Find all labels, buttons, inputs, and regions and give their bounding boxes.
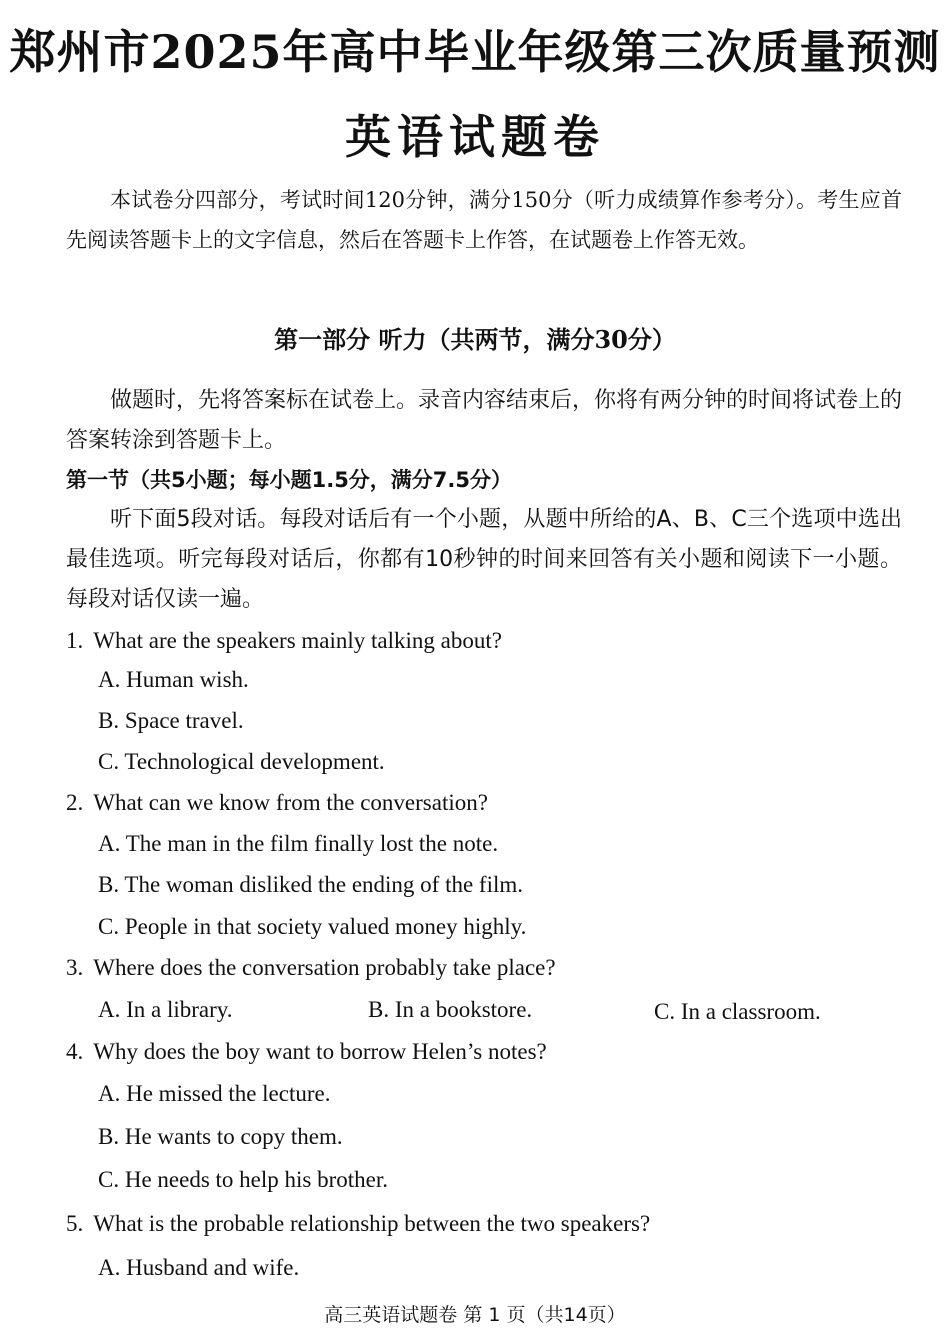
q5-option-a: A. Husband and wife.	[98, 1255, 300, 1280]
exam-instructions: 本试卷分四部分，考试时间120分钟，满分150分（听力成绩算作参考分）。考生应首先阅读答题卡上的文字信息，然后在答题卡上作答，在试题卷上作答无效。	[66, 188, 902, 252]
question-text: What can we know from the conversation?	[93, 790, 488, 815]
q4-option-a: A. He missed the lecture.	[98, 1081, 331, 1106]
question-1	[66, 625, 906, 657]
question-text: What is the probable relationship between the two speakers?	[93, 1211, 651, 1236]
section1-instructions: 听下面5段对话。每段对话后有一个小题，从题中所给的A、B、C三个选项中选出最佳选项。听完每段对话后，你都有10秒钟的时间来回答有关小题和阅读下一小题。每段对话仅读一遍。	[66, 507, 902, 612]
q3-option-a: A. In a library.	[98, 997, 233, 1022]
exam-title: 郑州市2025年高中毕业年级第三次质量预测	[9, 25, 941, 79]
q1-option-c: C. Technological development.	[98, 749, 385, 774]
question-number: 2.	[66, 790, 84, 815]
question-number: 5.	[66, 1211, 84, 1236]
q1-option-a: A. Human wish.	[98, 667, 249, 692]
part1-heading: 第一部分 听力（共两节，满分30分）	[274, 325, 676, 354]
question-2	[66, 787, 906, 819]
question-number: 1.	[66, 628, 84, 653]
question-4	[66, 1036, 906, 1068]
q2-option-c: C. People in that society valued money highly.	[98, 914, 527, 939]
exam-subtitle: 英语试题卷	[345, 110, 605, 164]
question-text: Where does the conversation probably take place?	[93, 955, 556, 980]
section1-heading: 第一节（共5小题；每小题1.5分，满分7.5分）	[66, 468, 513, 492]
q2-option-a: A. The man in the film finally lost the note.	[98, 831, 499, 856]
q3-option-b: B. In a bookstore.	[368, 997, 533, 1022]
question-text: Why does the boy want to borrow Helen’s notes?	[93, 1039, 547, 1064]
q4-option-c: C. He needs to help his brother.	[98, 1167, 389, 1192]
question-number: 3.	[66, 955, 84, 980]
q2-option-b: B. The woman disliked the ending of the film.	[98, 872, 524, 897]
question-text: What are the speakers mainly talking about?	[93, 628, 502, 653]
q4-option-b: B. He wants to copy them.	[98, 1124, 343, 1149]
q3-option-c: C. In a classroom.	[654, 999, 821, 1024]
question-3	[66, 952, 906, 984]
question-number: 4.	[66, 1039, 84, 1064]
question-5	[66, 1208, 906, 1240]
part1-instructions: 做题时，先将答案标在试卷上。录音内容结束后，你将有两分钟的时间将试卷上的答案转涂到答题卡上。	[66, 388, 903, 453]
q1-option-b: B. Space travel.	[98, 708, 244, 733]
page-footer: 高三英语试题卷 第 1 页（共14页）	[324, 1304, 626, 1326]
